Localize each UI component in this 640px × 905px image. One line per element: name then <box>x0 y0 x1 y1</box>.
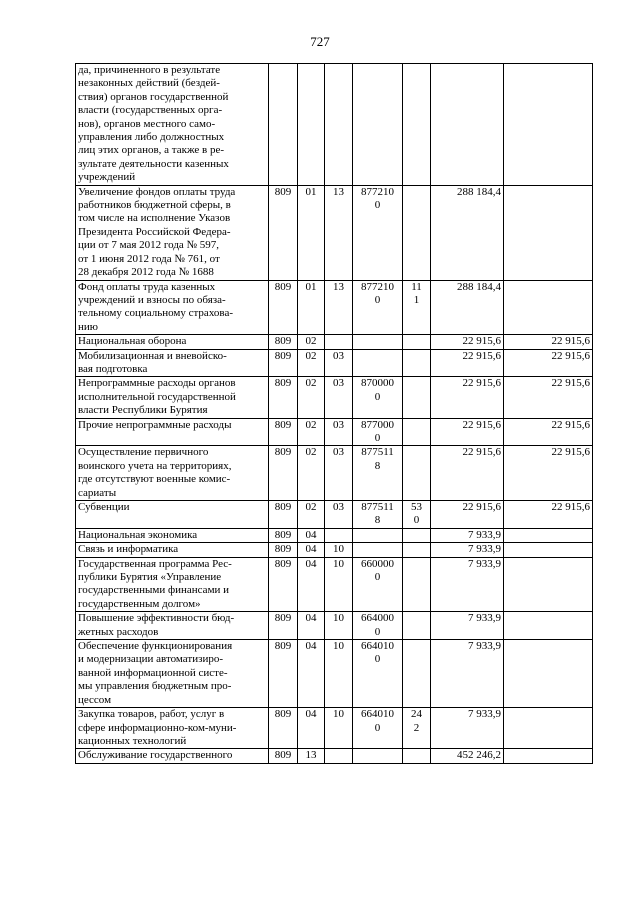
row-vid-rashodov: 11 1 <box>403 280 431 335</box>
row-grbs: 809 <box>269 446 298 501</box>
row-razdel: 04 <box>298 640 325 708</box>
row-name: Национальная экономика <box>76 528 269 542</box>
table-row <box>76 418 593 446</box>
row-sum-1: 22 915,6 <box>431 418 504 446</box>
row-grbs: 809 <box>269 377 298 418</box>
table-row <box>76 446 593 501</box>
row-tsel-statya: 664010 0 <box>353 708 403 749</box>
row-podrazdel <box>325 335 353 349</box>
row-name: Увеличение фондов оплаты труда работников бюджетной сферы, в том числе на исполнение Указов Президента Российской Федера- ции от 7 мая 2012 года № 597, от 1 июня 2012 года № 761, от 28 декабря 2012 года № 1688 <box>76 185 269 280</box>
row-podrazdel: 03 <box>325 501 353 529</box>
row-grbs: 809 <box>269 612 298 640</box>
row-vid-rashodov <box>403 528 431 542</box>
row-razdel: 02 <box>298 446 325 501</box>
row-tsel-statya <box>353 528 403 542</box>
row-razdel: 01 <box>298 280 325 335</box>
row-tsel-statya <box>353 64 403 186</box>
row-vid-rashodov <box>403 543 431 557</box>
row-sum-1: 7 933,9 <box>431 528 504 542</box>
row-grbs: 809 <box>269 349 298 377</box>
row-sum-2 <box>504 543 593 557</box>
row-razdel: 02 <box>298 418 325 446</box>
table-row <box>76 349 593 377</box>
row-sum-2: 22 915,6 <box>504 377 593 418</box>
budget-table <box>75 63 593 764</box>
row-tsel-statya <box>353 543 403 557</box>
row-sum-2 <box>504 708 593 749</box>
row-sum-2: 22 915,6 <box>504 446 593 501</box>
row-grbs: 809 <box>269 185 298 280</box>
row-name: Непрограммные расходы органов исполнительной государственной власти Республики Бурятия <box>76 377 269 418</box>
table-row <box>76 749 593 763</box>
row-podrazdel: 03 <box>325 349 353 377</box>
row-vid-rashodov <box>403 557 431 612</box>
row-vid-rashodov <box>403 185 431 280</box>
row-sum-2 <box>504 64 593 186</box>
table-row <box>76 528 593 542</box>
row-tsel-statya: 664010 0 <box>353 640 403 708</box>
row-vid-rashodov <box>403 377 431 418</box>
row-sum-1: 22 915,6 <box>431 335 504 349</box>
row-vid-rashodov <box>403 418 431 446</box>
row-tsel-statya: 877210 0 <box>353 185 403 280</box>
row-vid-rashodov: 53 0 <box>403 501 431 529</box>
row-sum-1 <box>431 64 504 186</box>
row-podrazdel: 13 <box>325 280 353 335</box>
row-razdel: 02 <box>298 335 325 349</box>
row-name: Прочие непрограммные расходы <box>76 418 269 446</box>
row-grbs: 809 <box>269 640 298 708</box>
row-grbs: 809 <box>269 543 298 557</box>
row-tsel-statya: 660000 0 <box>353 557 403 612</box>
row-vid-rashodov <box>403 64 431 186</box>
row-vid-rashodov <box>403 349 431 377</box>
table-row <box>76 64 593 186</box>
row-sum-2 <box>504 528 593 542</box>
row-sum-1: 288 184,4 <box>431 185 504 280</box>
row-sum-1: 288 184,4 <box>431 280 504 335</box>
row-podrazdel: 03 <box>325 418 353 446</box>
row-razdel: 13 <box>298 749 325 763</box>
row-sum-1: 7 933,9 <box>431 612 504 640</box>
table-row <box>76 543 593 557</box>
row-grbs <box>269 64 298 186</box>
row-grbs: 809 <box>269 708 298 749</box>
row-podrazdel <box>325 749 353 763</box>
row-vid-rashodov <box>403 335 431 349</box>
row-grbs: 809 <box>269 335 298 349</box>
row-sum-2 <box>504 612 593 640</box>
row-razdel: 04 <box>298 612 325 640</box>
row-razdel: 01 <box>298 185 325 280</box>
row-podrazdel: 13 <box>325 185 353 280</box>
row-sum-1: 22 915,6 <box>431 501 504 529</box>
table-row <box>76 612 593 640</box>
row-sum-1: 22 915,6 <box>431 377 504 418</box>
row-tsel-statya: 877210 0 <box>353 280 403 335</box>
row-name: Осуществление первичного воинского учета на территориях, где отсутствуют военные комис- сариаты <box>76 446 269 501</box>
row-name: Повышение эффективности бюд- жетных расходов <box>76 612 269 640</box>
row-vid-rashodov <box>403 612 431 640</box>
row-podrazdel: 10 <box>325 612 353 640</box>
table-row <box>76 280 593 335</box>
row-sum-1: 7 933,9 <box>431 557 504 612</box>
row-sum-2: 22 915,6 <box>504 418 593 446</box>
row-sum-2: 22 915,6 <box>504 501 593 529</box>
table-row <box>76 640 593 708</box>
row-podrazdel: 10 <box>325 708 353 749</box>
row-sum-2 <box>504 557 593 612</box>
row-grbs: 809 <box>269 528 298 542</box>
row-name: Государственная программа Рес- публики Бурятия «Управление государственными финансами и государственным долгом» <box>76 557 269 612</box>
row-tsel-statya <box>353 335 403 349</box>
row-grbs: 809 <box>269 418 298 446</box>
row-podrazdel: 03 <box>325 446 353 501</box>
row-razdel: 04 <box>298 708 325 749</box>
row-razdel: 02 <box>298 349 325 377</box>
row-name: Мобилизационная и вневойско- вая подготовка <box>76 349 269 377</box>
row-name: Обслуживание государственного <box>76 749 269 763</box>
row-name: Обеспечение функционирования и модернизации автоматизиро- ванной информационной систе- мы управления бюджетным про- цессом <box>76 640 269 708</box>
row-razdel: 02 <box>298 377 325 418</box>
page-number: 727 <box>310 34 330 49</box>
row-podrazdel: 10 <box>325 640 353 708</box>
row-sum-2 <box>504 280 593 335</box>
row-sum-1: 452 246,2 <box>431 749 504 763</box>
row-sum-2: 22 915,6 <box>504 349 593 377</box>
row-grbs: 809 <box>269 280 298 335</box>
row-sum-1: 7 933,9 <box>431 640 504 708</box>
row-tsel-statya: 664000 0 <box>353 612 403 640</box>
row-name: Связь и информатика <box>76 543 269 557</box>
row-tsel-statya <box>353 749 403 763</box>
row-sum-1: 22 915,6 <box>431 446 504 501</box>
row-grbs: 809 <box>269 749 298 763</box>
row-name: Субвенции <box>76 501 269 529</box>
row-vid-rashodov: 24 2 <box>403 708 431 749</box>
row-razdel: 02 <box>298 501 325 529</box>
row-razdel <box>298 64 325 186</box>
row-podrazdel: 10 <box>325 543 353 557</box>
row-podrazdel: 10 <box>325 557 353 612</box>
row-sum-1: 7 933,9 <box>431 708 504 749</box>
row-podrazdel <box>325 64 353 186</box>
row-razdel: 04 <box>298 557 325 612</box>
row-vid-rashodov <box>403 749 431 763</box>
row-tsel-statya: 870000 0 <box>353 377 403 418</box>
row-name: Закупка товаров, работ, услуг в сфере информационно-ком-муни- кационных технологий <box>76 708 269 749</box>
row-sum-2 <box>504 185 593 280</box>
row-podrazdel: 03 <box>325 377 353 418</box>
row-tsel-statya <box>353 349 403 377</box>
row-sum-2 <box>504 640 593 708</box>
row-sum-1: 22 915,6 <box>431 349 504 377</box>
row-podrazdel <box>325 528 353 542</box>
table-row <box>76 708 593 749</box>
row-sum-1: 7 933,9 <box>431 543 504 557</box>
row-tsel-statya: 877511 8 <box>353 446 403 501</box>
row-name: Фонд оплаты труда казенных учреждений и взносы по обяза- тельному социальному страхова- нию <box>76 280 269 335</box>
table-row <box>76 185 593 280</box>
row-grbs: 809 <box>269 557 298 612</box>
row-sum-2: 22 915,6 <box>504 335 593 349</box>
row-sum-2 <box>504 749 593 763</box>
row-tsel-statya: 877000 0 <box>353 418 403 446</box>
row-name: Национальная оборона <box>76 335 269 349</box>
row-name: да, причиненного в результате незаконных действий (бездей- ствия) органов государственной власти (государственных орга- нов), органов местного само- управления либо должностных лиц этих органов, а также в ре- зультате деятельности казенных учреждений <box>76 64 269 186</box>
row-razdel: 04 <box>298 528 325 542</box>
table-row <box>76 335 593 349</box>
table-row <box>76 501 593 529</box>
row-vid-rashodov <box>403 640 431 708</box>
table-row <box>76 377 593 418</box>
row-grbs: 809 <box>269 501 298 529</box>
row-razdel: 04 <box>298 543 325 557</box>
row-vid-rashodov <box>403 446 431 501</box>
row-tsel-statya: 877511 8 <box>353 501 403 529</box>
table-row <box>76 557 593 612</box>
